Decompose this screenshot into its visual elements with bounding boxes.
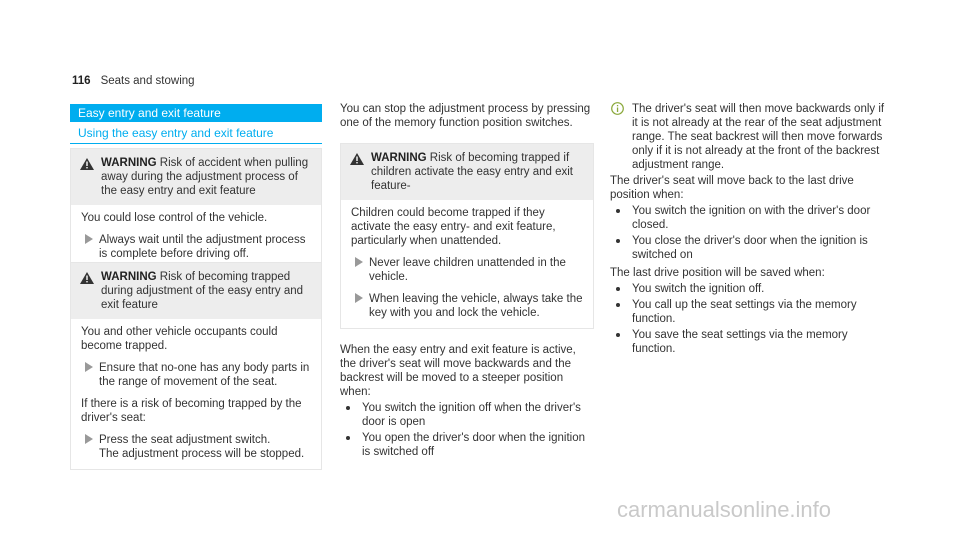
instruction-step: Ensure that no-one has any body parts in the range of movement of the seat. <box>81 361 311 389</box>
bullet-list <box>610 282 892 356</box>
watermark: carmanualsonline.info <box>617 497 832 522</box>
instruction-step: Always wait until the adjustment process is complete before driving off. <box>81 233 311 261</box>
warning-keyword: WARNING <box>371 152 427 164</box>
arrow-right-icon <box>355 257 363 271</box>
list-item: You close the driver's door when the ignition is switched on <box>610 234 892 262</box>
bullet-list <box>610 204 892 262</box>
body-paragraph: The driver's seat will move back to the last drive position when: <box>610 175 854 201</box>
warning-triangle-icon <box>80 272 94 288</box>
list-item: You save the seat settings via the memory function. <box>610 328 892 356</box>
page-header <box>72 74 195 88</box>
column-right <box>610 102 892 356</box>
intro-text: You can stop the adjustment process by pressing one of the memory function position switches. <box>340 103 591 129</box>
bullet-list <box>340 401 594 459</box>
info-note <box>610 102 892 172</box>
instruction-step: Press the seat adjustment switch. The adjustment process will be stopped. <box>81 433 311 461</box>
warning-headline: Risk of accident when pulling away during the adjustment process of the easy entry and exit feature <box>101 157 309 197</box>
bullet-icon <box>346 406 350 410</box>
step-result: The adjustment process will be stopped. <box>99 448 305 460</box>
note-text: The driver's seat will then move backwards only if it is not already at the rear of the seat adjustment range. The seat backrest will then move forwards only if it is not already at the front of the backrest adjustment range. <box>632 103 885 171</box>
warning-text: If there is a risk of becoming trapped by the driver's seat: <box>81 398 302 424</box>
warning-box-children <box>340 143 594 329</box>
warning-triangle-icon <box>80 158 94 174</box>
bullet-icon <box>616 239 620 243</box>
bullet-icon <box>346 436 350 440</box>
list-item: You call up the seat settings via the memory function. <box>610 298 892 326</box>
instruction-step: Never leave children unattended in the vehicle. <box>351 256 583 284</box>
body-paragraph: The last drive position will be saved when: <box>610 267 825 279</box>
warning-header <box>341 144 593 200</box>
warning-box-trapped <box>70 262 322 470</box>
warning-headline: Risk of becoming trapped if children activate the easy entry and exit feature- <box>371 152 574 192</box>
warning-text: You could lose control of the vehicle. <box>81 212 268 224</box>
warning-header <box>71 263 321 319</box>
bullet-icon <box>616 209 620 213</box>
warning-text: Children could become trapped if they activate the easy entry- and exit feature, particularly when unattended. <box>351 207 556 247</box>
subsection-heading: Using the easy entry and exit feature <box>70 126 322 144</box>
warning-box-accident <box>70 148 322 270</box>
arrow-right-icon <box>85 234 93 248</box>
bullet-icon <box>616 303 620 307</box>
section-title: Easy entry and exit feature <box>70 104 322 122</box>
bullet-icon <box>616 333 620 337</box>
chapter-title: Seats and stowing <box>100 75 195 87</box>
arrow-right-icon <box>85 434 93 448</box>
warning-header <box>71 149 321 205</box>
instruction-step: When leaving the vehicle, always take the key with you and lock the vehicle. <box>351 292 583 320</box>
warning-headline: Risk of becoming trapped during adjustment of the easy entry and exit feature <box>101 271 304 311</box>
warning-triangle-icon <box>350 153 364 169</box>
list-item: You switch the ignition on with the driver's door closed. <box>610 204 892 232</box>
warning-keyword: WARNING <box>101 157 157 169</box>
info-icon <box>611 102 624 119</box>
list-item: You open the driver's door when the ignition is switched off <box>340 431 594 459</box>
list-item: You switch the ignition off when the driver's door is open <box>340 401 594 429</box>
arrow-right-icon <box>355 293 363 307</box>
page-number: 116 <box>72 75 91 87</box>
body-paragraph: When the easy entry and exit feature is active, the driver's seat will move backwards and the backrest will be moved to a steeper position when: <box>340 344 576 398</box>
list-item: You switch the ignition off. <box>610 282 892 296</box>
warning-keyword: WARNING <box>101 271 157 283</box>
column-middle <box>340 102 594 459</box>
arrow-right-icon <box>85 362 93 376</box>
warning-text: You and other vehicle occupants could become trapped. <box>81 326 278 352</box>
bullet-icon <box>616 287 620 291</box>
